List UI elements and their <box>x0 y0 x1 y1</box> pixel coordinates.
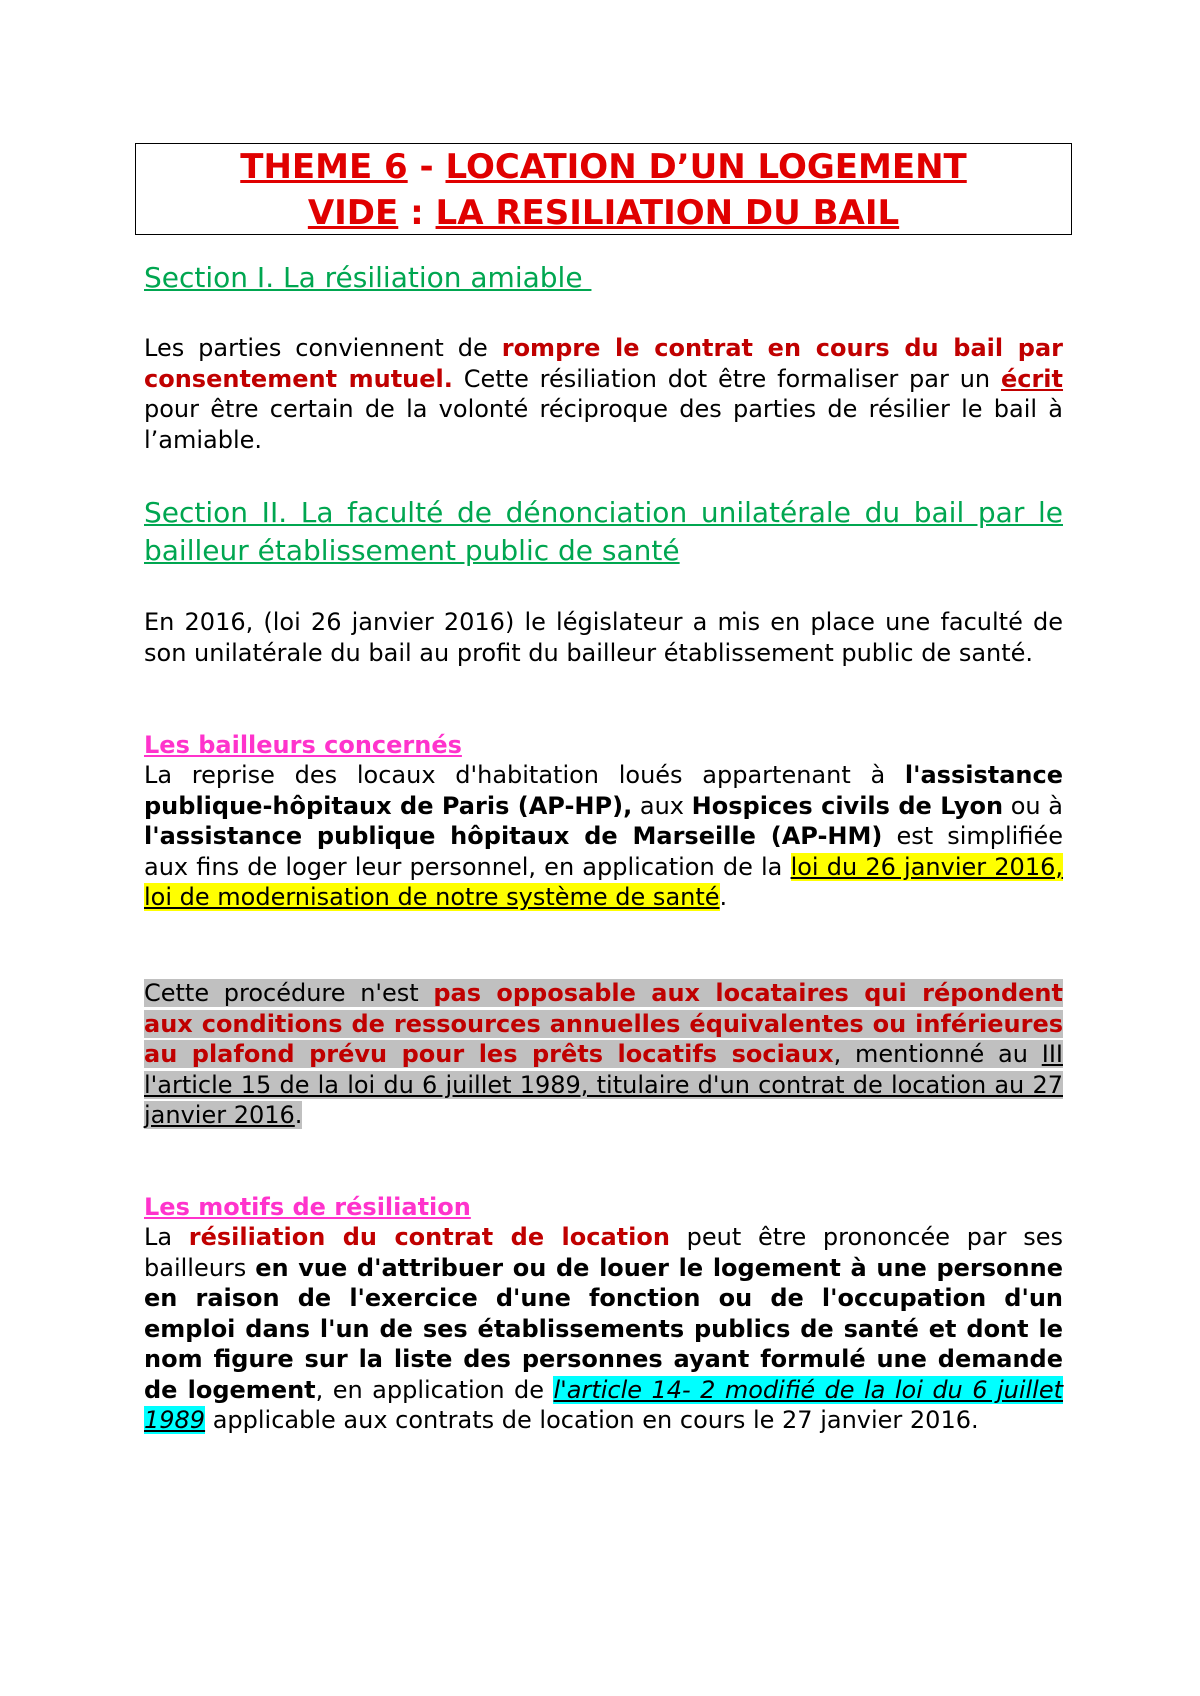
emphasis-link-ecrit: écrit <box>1000 364 1064 393</box>
gray-run: Cette procédure n'est <box>144 979 434 1007</box>
highlighted-article-reference: l'article 14- 2 modifié de la loi du 6 juillet 1989 <box>144 1375 1064 1434</box>
bold-run: Hospices civils de Lyon <box>691 791 1004 820</box>
motifs-paragraph <box>144 1222 1063 1436</box>
title-line-1 <box>136 144 1071 190</box>
text-run: Les parties conviennent de <box>144 334 502 362</box>
text-run: Cette résiliation dot être formaliser par un <box>452 364 1001 393</box>
motifs-heading: Les motifs de résiliation <box>144 1193 471 1221</box>
bailleurs-paragraph <box>144 760 1063 913</box>
text-run: La <box>144 1223 189 1251</box>
text-run: ou à <box>1003 791 1064 820</box>
highlighted-law-reference: loi du 26 janvier 2016, loi de modernisation de notre système de santé <box>144 852 1063 911</box>
bailleurs-heading-block <box>144 730 1063 761</box>
section-2-heading-block <box>144 494 1063 570</box>
emphasis-run: rompre le contrat en cours du bail par consentement mutuel. <box>144 334 1063 393</box>
text-run: , en application de <box>315 1375 554 1404</box>
title-box <box>135 143 1072 235</box>
text-run: La reprise des locaux d'habitation loués appartenant à <box>144 761 905 789</box>
bold-run: l'assistance publique-hôpitaux de Paris (AP-HP), <box>144 761 1063 820</box>
bold-run: l'assistance publique hôpitaux de Marseille (AP-HM) <box>144 822 883 850</box>
bailleurs-heading: Les bailleurs concernés <box>144 731 462 759</box>
gray-run: , mentionné au <box>833 1040 1042 1068</box>
section-2-intro: En 2016, (loi 26 janvier 2016) le législateur a mis en place une faculté de son unilatérale du bail au profit du bailleur établissement public de santé. <box>144 608 1063 667</box>
text-run: aux <box>632 791 692 820</box>
title-colon: : <box>398 193 436 233</box>
law-reference: III l'article 15 de la loi du 6 juillet 1989, titulaire d'un contrat de location au 27 janvier 2016 <box>144 1040 1063 1129</box>
section-1-heading: Section I. La résiliation amiable <box>144 261 592 294</box>
text-run: pour être certain de la volonté réciproque des parties de résilier le bail à l’amiable. <box>144 395 1063 454</box>
emphasis-run: résiliation du contrat de location <box>188 1223 670 1251</box>
text-run: est simplifiée aux fins de loger leur personnel, en application de la <box>144 822 1063 881</box>
title-dash: - <box>407 147 446 187</box>
text-run: peut être prononcée par ses bailleurs <box>144 1223 1063 1282</box>
emphasis-run: pas opposable aux locataires qui répondent aux conditions de ressources annuelles équivalentes ou inférieures au plafond prévu pour les prêts locatifs sociaux <box>144 979 1063 1068</box>
text-run: . <box>719 883 728 911</box>
title-part2: VIDE <box>307 193 399 233</box>
procedure-paragraph <box>144 978 1063 1131</box>
bold-run: en vue d'attribuer ou de louer le logement à une personne en raison de l'exercice d'une fonction ou de l'occupation d'un emploi dans l'un de ses établissements publics de santé et dont le nom figure sur la liste des personnes ayant formulé une demande de logement <box>144 1253 1063 1404</box>
section-2-heading: Section II. La faculté de dénonciation unilatérale du bail par le bailleur établissement public de santé <box>144 496 1063 567</box>
gray-run: . <box>294 1101 303 1129</box>
text-run: applicable aux contrats de location en cours le 27 janvier 2016. <box>205 1406 979 1434</box>
title-part3: LA RESILIATION DU BAIL <box>435 193 900 233</box>
motifs-heading-block <box>144 1192 1063 1223</box>
title-part1: LOCATION D’UN LOGEMENT <box>445 147 967 187</box>
section-1-heading-block <box>144 259 1063 297</box>
title-theme: THEME 6 <box>240 147 408 187</box>
title-line-2 <box>136 190 1071 236</box>
section-1-paragraph <box>144 333 1063 455</box>
